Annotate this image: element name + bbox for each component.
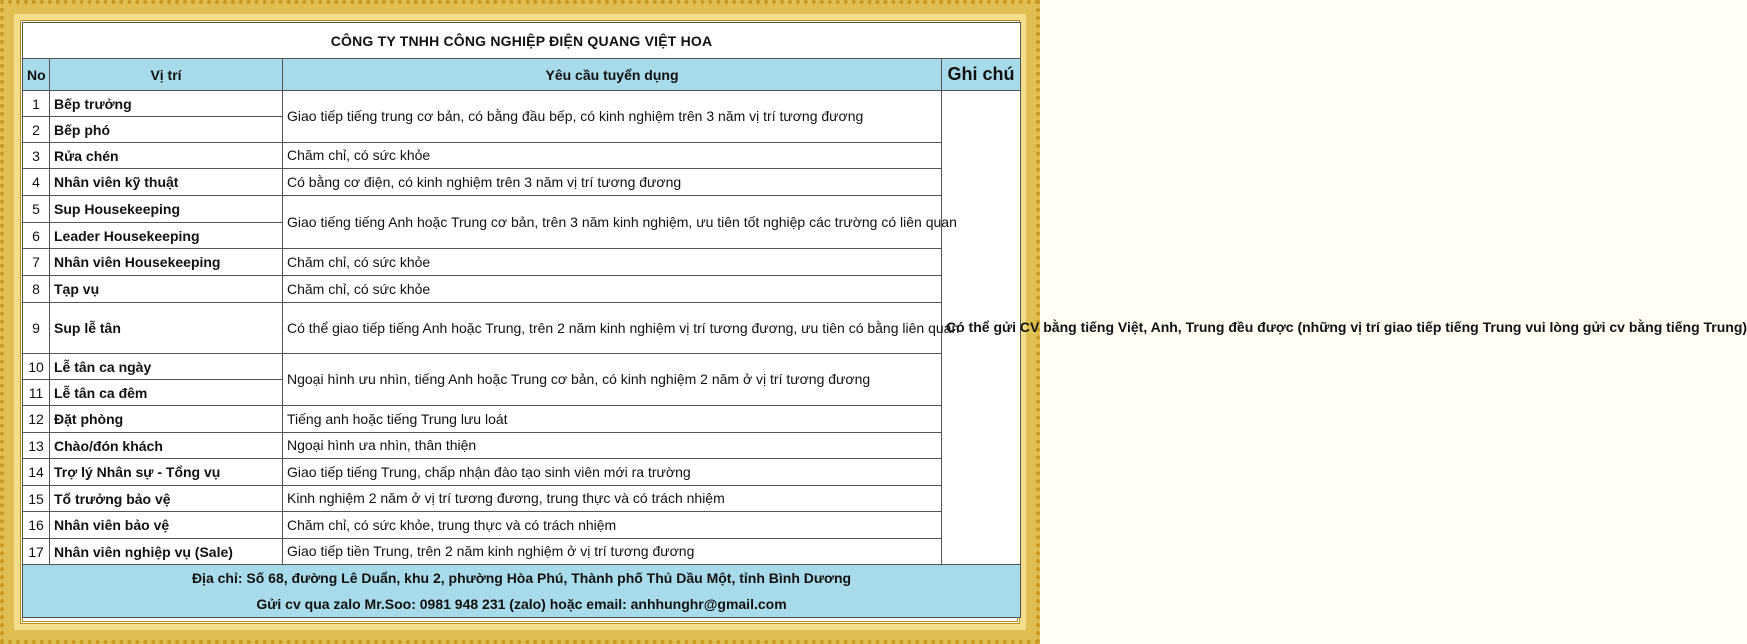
row-no: 8 (23, 276, 50, 303)
footer-address: Địa chỉ: Số 68, đường Lê Duẩn, khu 2, phường Hòa Phú, Thành phố Thủ Dầu Một, tỉnh Bình Dương (23, 565, 1021, 592)
row-position: Tạp vụ (50, 276, 283, 303)
table-row (23, 303, 1021, 354)
table-row (23, 486, 1021, 512)
row-position: Nhân viên nghiệp vụ (Sale) (50, 539, 283, 565)
row-no: 1 (23, 91, 50, 117)
header-row (23, 59, 1021, 91)
table-row (23, 406, 1021, 433)
table-row (23, 433, 1021, 459)
footer-contact: Gửi cv qua zalo Mr.Soo: 0981 948 231 (zalo) hoặc email: anhhunghr@gmail.com (23, 591, 1021, 618)
row-position: Trợ lý Nhân sự - Tổng vụ (50, 459, 283, 486)
header-note: Ghi chú (942, 59, 1021, 91)
table-row (23, 539, 1021, 565)
row-position: Sup Housekeeping (50, 196, 283, 223)
row-no: 9 (23, 303, 50, 354)
table-row (23, 91, 1021, 117)
row-position: Nhân viên bảo vệ (50, 512, 283, 539)
row-requirement: Ngoại hình ưu nhìn, tiếng Anh hoặc Trung cơ bản, có kinh nghiệm 2 năm ở vị trí tương đương (283, 354, 942, 406)
table-row (23, 459, 1021, 486)
row-no: 10 (23, 354, 50, 380)
row-position: Nhân viên kỹ thuật (50, 169, 283, 196)
row-requirement: Chăm chỉ, có sức khỏe (283, 276, 942, 303)
row-position: Rửa chén (50, 143, 283, 169)
table-row (23, 169, 1021, 196)
row-requirement: Ngoại hình ưa nhìn, thân thiện (283, 433, 942, 459)
row-position: Lễ tân ca đêm (50, 380, 283, 406)
row-no: 4 (23, 169, 50, 196)
note-cell: Có thể gửi CV bằng tiếng Việt, Anh, Trung đều được (những vị trí giao tiếp tiếng Trung vui lòng gửi cv bằng tiếng Trung) (942, 91, 1021, 565)
table-row (23, 196, 1021, 223)
row-no: 7 (23, 249, 50, 276)
row-position: Leader Housekeeping (50, 223, 283, 249)
row-requirement: Giao tiếp tiếng Trung, chấp nhận đào tạo sinh viên mới ra trường (283, 459, 942, 486)
row-no: 14 (23, 459, 50, 486)
row-no: 6 (23, 223, 50, 249)
table-row (23, 512, 1021, 539)
row-position: Tổ trưởng bảo vệ (50, 486, 283, 512)
row-no: 12 (23, 406, 50, 433)
row-requirement: Giao tiếp tiền Trung, trên 2 năm kinh nghiệm ở vị trí tương đương (283, 539, 942, 565)
row-no: 16 (23, 512, 50, 539)
footer-contact-row (23, 591, 1021, 618)
row-requirement: Tiếng anh hoặc tiếng Trung lưu loát (283, 406, 942, 433)
row-no: 13 (23, 433, 50, 459)
row-position: Nhân viên Housekeeping (50, 249, 283, 276)
table-row (23, 276, 1021, 303)
row-requirement: Chăm chỉ, có sức khỏe (283, 249, 942, 276)
row-requirement: Có thể giao tiếp tiếng Anh hoặc Trung, trên 2 năm kinh nghiệm vị trí tương đương, ưu tiên có bằng liên quan (283, 303, 942, 354)
row-requirement: Có bằng cơ điện, có kinh nghiệm trên 3 năm vị trí tương đương (283, 169, 942, 196)
row-position: Đặt phòng (50, 406, 283, 433)
row-no: 17 (23, 539, 50, 565)
row-no: 11 (23, 380, 50, 406)
row-requirement: Chăm chỉ, có sức khỏe (283, 143, 942, 169)
job-listing-table (22, 22, 1747, 618)
footer-address-row (23, 565, 1021, 592)
header-no: No (23, 59, 50, 91)
row-no: 2 (23, 117, 50, 143)
title-row (23, 23, 1021, 59)
row-requirement: Giao tiếng tiếng Anh hoặc Trung cơ bản, trên 3 năm kinh nghiệm, ưu tiên tốt nghiệp các trường có liên quan (283, 196, 942, 249)
row-position: Bếp phó (50, 117, 283, 143)
row-requirement: Giao tiếp tiếng trung cơ bản, có bằng đầu bếp, có kinh nghiệm trên 3 năm vị trí tương đương (283, 91, 942, 143)
row-position: Lễ tân ca ngày (50, 354, 283, 380)
row-requirement: Kinh nghiệm 2 năm ở vị trí tương đương, trung thực và có trách nhiệm (283, 486, 942, 512)
row-no: 3 (23, 143, 50, 169)
row-no: 5 (23, 196, 50, 223)
table-row (23, 143, 1021, 169)
row-requirement: Chăm chỉ, có sức khỏe, trung thực và có trách nhiệm (283, 512, 942, 539)
row-position: Bếp trưởng (50, 91, 283, 117)
header-requirements: Yêu cầu tuyển dụng (283, 59, 942, 91)
table-row (23, 354, 1021, 380)
table-row (23, 249, 1021, 276)
row-position: Chào/đón khách (50, 433, 283, 459)
row-position: Sup lễ tân (50, 303, 283, 354)
row-no: 15 (23, 486, 50, 512)
header-position: Vị trí (50, 59, 283, 91)
company-title: CÔNG TY TNHH CÔNG NGHIỆP ĐIỆN QUANG VIỆT HOA (23, 23, 1021, 59)
